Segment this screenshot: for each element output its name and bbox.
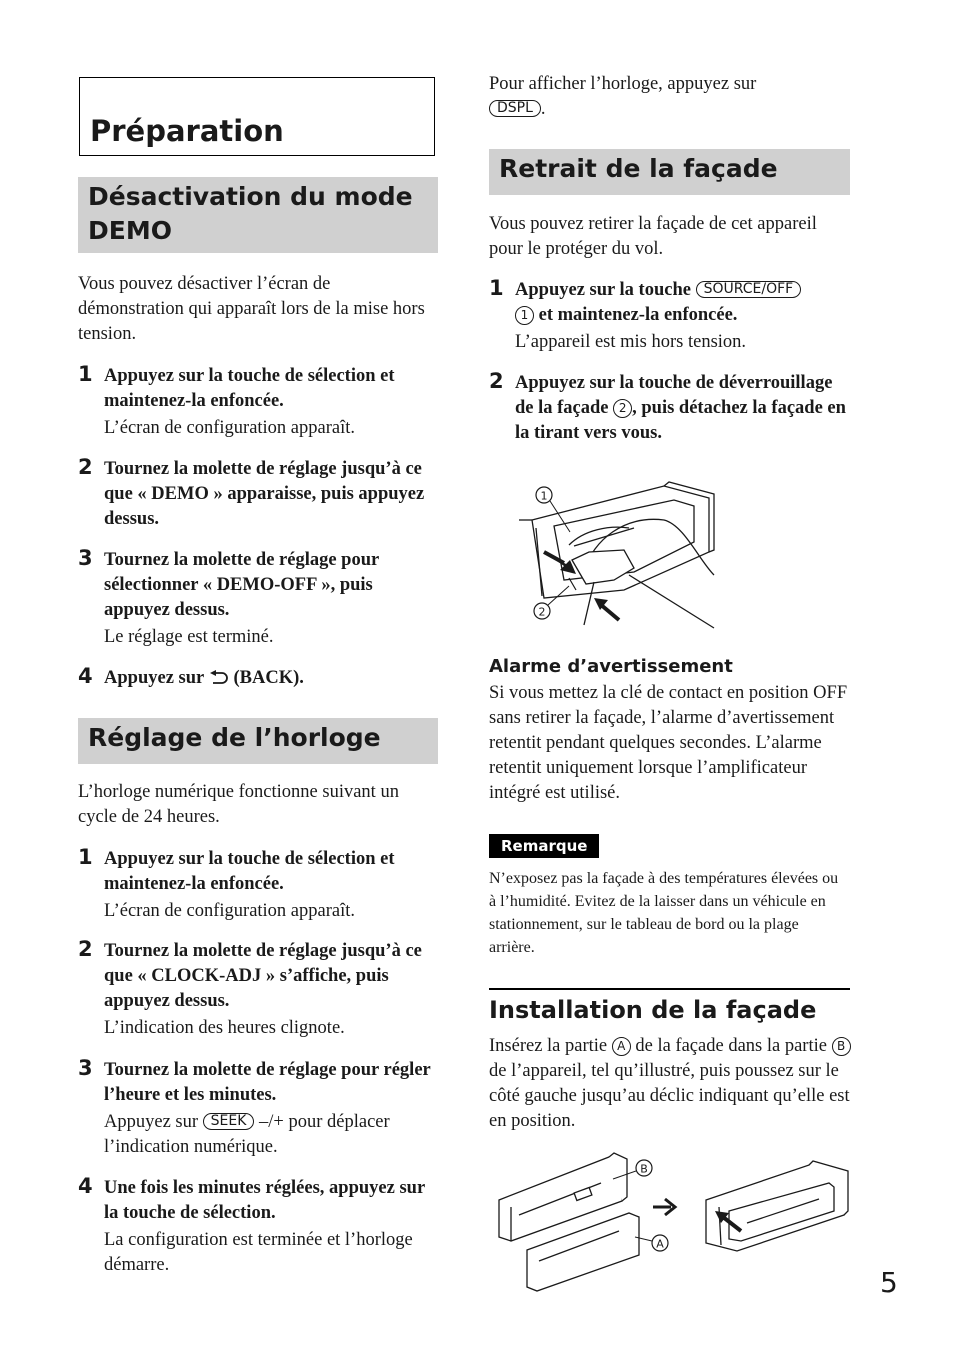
back-arrow-icon [209,670,229,686]
step-number: 3 [78,1056,93,1080]
step-number: 1 [78,845,93,869]
demo-intro: Vous pouvez désactiver l’écran de démonstration qui apparaît lors de la mise hors tension. [78,274,425,344]
note-badge: Remarque [489,834,599,858]
step-note: Le réglage est terminé. [104,627,274,647]
circle-letter-b: B [832,1037,851,1056]
section-heading-demo [78,177,438,253]
alarm-heading: Alarme d’avertissement [489,656,733,677]
install-text-3: de l’appareil, tel qu’illustré, puis poussez sur le côté gauche jusqu’au déclic indiquant qu’elle est en position. [489,1061,850,1131]
seek-button-label: SEEK [203,1113,255,1130]
dspl-button-label: DSPL [489,100,541,117]
step-instruction: Tournez la molette de réglage pour sélectionner « DEMO-OFF », puis appuyez dessus. [104,550,379,620]
step-number: 1 [489,276,504,300]
step-note-pre: Appuyez sur [104,1112,199,1132]
removal-illustration [514,480,724,630]
source-off-button-label: SOURCE/OFF [696,281,802,298]
step-instruction: Tournez la molette de réglage jusqu’à ce que « DEMO » apparaisse, puis appuyez dessus. [104,459,425,529]
step-instruction-post: (BACK). [233,668,304,688]
step-instruction: Tournez la molette de réglage jusqu’à ce que « CLOCK-ADJ » s’affiche, puis appuyez dessus. [104,941,422,1011]
step-number: 2 [78,455,93,479]
step-note-post: –/+ pour déplacer l’indication numérique. [104,1112,390,1157]
circle-letter-a: A [612,1037,631,1056]
display-end: . [540,99,546,119]
display-text: Pour afficher l’horloge, appuyez sur [489,74,757,94]
display-clock-text [489,72,851,122]
section-heading-install: Installation de la façade [489,988,850,1027]
page-title-box [79,77,435,156]
step-number: 2 [489,369,504,393]
step-number: 2 [78,937,93,961]
step-number: 4 [78,664,93,688]
step-note: L’indication des heures clignote. [104,1018,345,1038]
section-heading-remove: Retrait de la façade [489,149,850,195]
step-instruction-post: et maintenez-la enfoncée. [538,305,738,325]
page-number: 5 [880,1266,898,1299]
circle-number: 2 [613,399,632,418]
page-title: Préparation [90,114,284,148]
step-instruction-pre: Appuyez sur la touche de déverrouillage de la façade [515,373,833,418]
note-text: N’exposez pas la façade à des températures élevées ou à l’humidité. Evitez de la laisser dans un véhicule en stationnement, sur le tableau de bord ou la plage arrière. [489,870,839,956]
install-illustration [489,1145,854,1293]
install-text [489,1034,851,1134]
circle-number: 1 [515,306,534,325]
figure-label-a: A [656,1237,664,1251]
install-text-2: de la façade dans la partie [635,1036,827,1056]
step-instruction: Appuyez sur la touche de sélection et maintenez-la enfoncée. [104,849,395,894]
step-note: La configuration est terminée et l’horloge démarre. [104,1230,413,1275]
step-number: 3 [78,546,93,570]
demo-heading-line2: DEMO [88,216,172,245]
demo-heading-line1: Désactivation du mode [88,182,413,211]
clock-intro: L’horloge numérique fonctionne suivant un cycle de 24 heures. [78,782,399,827]
figure-label-1: 1 [540,489,548,503]
step-note [104,1110,440,1160]
step-note: L’écran de configuration apparaît. [104,901,356,921]
step-instruction: Tournez la molette de réglage pour régler l’heure et les minutes. [104,1060,431,1105]
alarm-text: Si vous mettez la clé de contact en position OFF sans retirer la façade, l’alarme d’avertissement retentit pendant quelques secondes. L’alarme retentit uniquement lorsque l’amplificateur intégré est utilisé. [489,683,848,803]
section-heading-clock: Réglage de l’horloge [78,718,438,764]
step-instruction-post: , puis détachez la façade en la tirant vers vous. [515,398,846,443]
figure-label-b: B [640,1162,648,1176]
figure-label-2: 2 [538,605,546,619]
step-instruction-pre: Appuyez sur la touche [515,280,691,300]
step-instruction: Une fois les minutes réglées, appuyez sur la touche de sélection. [104,1178,425,1223]
step-note: L’écran de configuration apparaît. [104,418,356,438]
step-instruction-pre: Appuyez sur [104,668,205,688]
step-note: L’appareil est mis hors tension. [515,332,747,352]
step-number: 4 [78,1174,93,1198]
remove-intro: Vous pouvez retirer la façade de cet appareil pour le protéger du vol. [489,214,817,259]
install-text-1: Insérez la partie [489,1036,608,1056]
step-instruction: Appuyez sur la touche de sélection et maintenez-la enfoncée. [104,366,395,411]
step-number: 1 [78,362,93,386]
